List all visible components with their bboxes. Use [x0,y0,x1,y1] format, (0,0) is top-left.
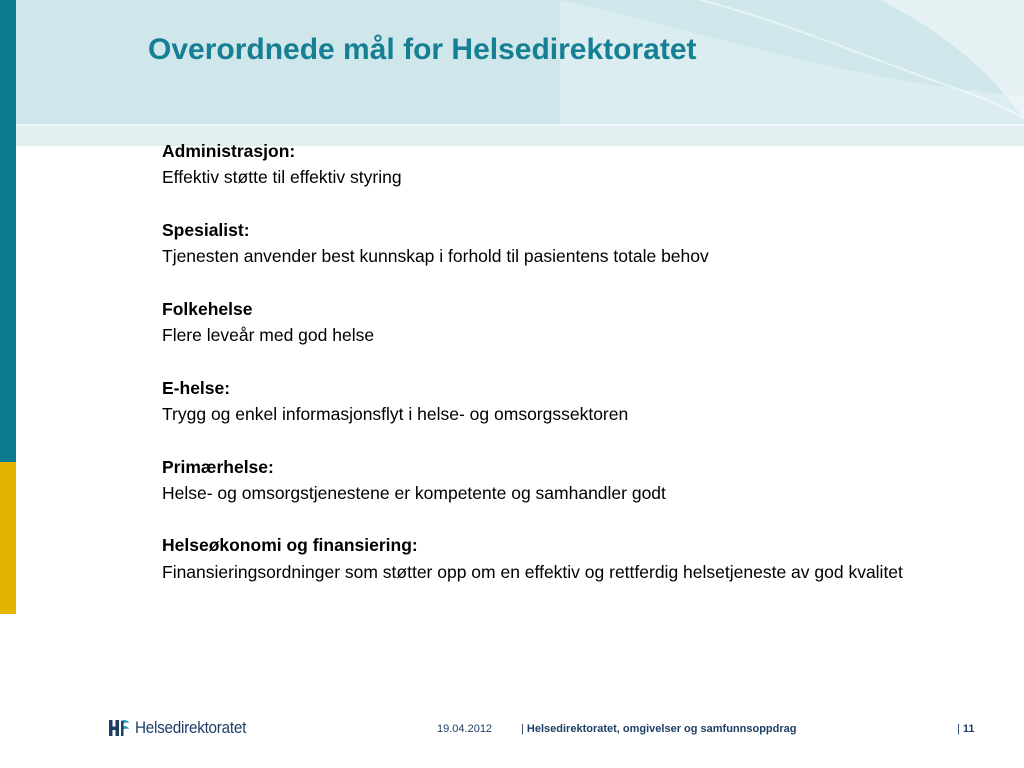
goals-list [162,138,962,611]
header-decoration [0,0,1024,146]
header-band [0,0,1024,146]
page-number: 11 [962,723,975,735]
left-bar-teal [0,0,16,462]
logo-text: Helsedirektoratet [135,718,247,737]
goal-section-spesialist [162,217,962,270]
goal-heading: Administrasjon: [162,141,296,161]
left-bar-yellow [0,462,16,614]
goal-heading: E-helse: [162,377,231,398]
goal-section-helseokonomi [162,532,962,585]
slide-title: Overordnede mål for Helsedirektoratet [148,33,697,66]
goal-section-administrasjon [162,138,962,191]
goal-heading: Primærhelse: [162,456,274,477]
helsedirektoratet-logo-icon [108,717,130,739]
goal-heading: Helseøkonomi og finansiering: [162,535,418,556]
footer-presentation-title [521,723,797,735]
goal-text: Effektiv støtte til effektiv styring [162,167,402,188]
goal-text: Finansieringsordninger som støtter opp om en effektiv og rettferdig helsetjeneste av god kvalitet [162,561,903,582]
goal-text: Tjenesten anvender best kunnskap i forhold til pasientens totale behov [162,246,709,267]
goal-heading: Spesialist: [162,219,250,240]
footer-separator: | [521,723,524,735]
footer-date: 19.04.2012 [437,723,493,735]
goal-text: Flere leveår med god helse [162,325,375,346]
goal-heading: Folkehelse [162,298,253,319]
goal-section-e-helse [162,375,962,428]
goal-section-primaerhelse [162,454,962,507]
goal-text: Trygg og enkel informasjonsflyt i helse- og omsorgssektoren [162,403,629,424]
footer-page [957,723,975,735]
goal-text: Helse- og omsorgstjenestene er kompetente og samhandler godt [162,482,666,503]
footer-page-separator: | [957,723,960,735]
footer-logo [108,716,258,740]
footer-title-text: Helsedirektoratet, omgivelser og samfunnsoppdrag [526,723,797,735]
goal-section-folkehelse [162,296,962,349]
